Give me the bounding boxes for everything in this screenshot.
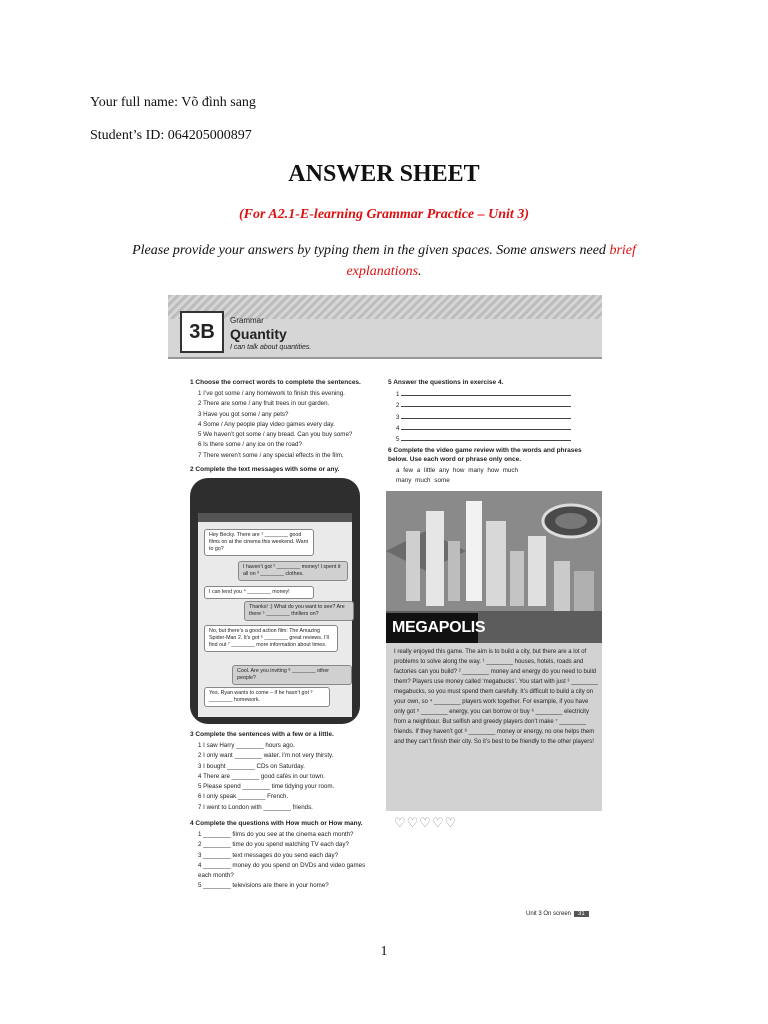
message-bubble: I can lend you ⁴ ________ money! — [204, 586, 314, 599]
ex3-item: 6 I only speak ________ French. — [198, 793, 289, 801]
ex4-item: 1 ________ films do you see at the cinema each month? — [198, 831, 354, 838]
ex4-item: 4 ________ money do you spend on DVDs and video games each month? — [198, 861, 366, 880]
student-id-line: Student’s ID: 064205000897 — [90, 128, 252, 143]
ex3-item: 1 I saw Harry ________ hours ago. — [198, 742, 295, 749]
message-bubble: No, but there’s a good action film: The Amazing Spider-Man 2. It’s got ⁶ ________ great reviews. I’ll find out ⁷ ________ more information about times. — [204, 625, 338, 652]
ex1-item: 7 There weren’t some / any special effects in the film. — [198, 451, 344, 459]
student-name-line: Your full name: Võ đình sang — [90, 95, 256, 110]
ex3-item: 5 Please spend ________ time tidying your room. — [198, 783, 335, 791]
ex1-list — [198, 389, 352, 461]
ex1-heading: 1 Choose the correct words to complete the sentences. — [190, 379, 361, 386]
ex1-item: 6 Is there some / any ice on the road? — [198, 441, 302, 449]
game-title-label: MEGAPOLIS — [386, 613, 478, 643]
ex3-item: 4 There are ________ good cafés in our town. — [198, 772, 325, 780]
message-bubble: Cool. Are you inviting ⁸ ________ other people? — [232, 665, 352, 685]
ex3-item: 7 I went to London with ________ friends. — [198, 803, 313, 811]
ex1-item: 1 I’ve got some / any homework to finish this evening. — [198, 390, 345, 397]
ex4-item: 2 ________ time do you spend watching TV each day? — [198, 841, 349, 849]
game-review-text: I really enjoyed this game. The aim is to build a city, but there are a lot of problems to solve along the way. ¹ ________ houses, hotels, roads and factories can you build? ² ________ money and energy do you need to build them? Players use money called ‘megabucks’. You start with just ³ ________ megabucks, so you must spend them carefully. It’s difficult to build a city on your own, so ⁴ ________ players work together. For example, if you have only got ⁵ ________ energy, you can borrow or buy ⁶ ________ electricity from a neighbour. But selfish and greedy players don’t make ⁷ ________ friends. If they haven’t got ⁸ ________ money or energy, no one helps them and they can’t finish their city. So it’s best to be friendly to the other players! — [394, 649, 598, 745]
ex1-item: 5 We haven’t got some / any bread. Can you buy some? — [198, 431, 353, 439]
ex1-item: 3 Have you got some / any pets? — [198, 410, 289, 418]
rating-hearts-icon: ♡♡♡♡♡ — [394, 815, 458, 830]
ex3-item: 3 I bought ________ CDs on Saturday. — [198, 762, 305, 770]
section-label: Grammar — [230, 316, 264, 325]
ex5-item: 2 — [396, 400, 571, 411]
page-subtitle: (For A2.1-E-learning Grammar Practice – Unit 3) — [239, 207, 529, 222]
phone-illustration — [190, 478, 360, 724]
ex1-item: 4 Some / Any people play video games every day. — [198, 420, 335, 428]
unit-badge: 3B — [180, 311, 224, 353]
message-bubble: Thanks! :) What do you want to see? Are there ⁵ ________ thrillers on? — [244, 601, 354, 621]
ex5-item: 3 — [396, 412, 571, 423]
worksheet-image — [168, 295, 602, 923]
message-bubble: Hey Becky. There are ¹ ________ good films on at the cinema this weekend. Want to go? — [204, 529, 314, 556]
ex4-item: 3 ________ text messages do you send each day? — [198, 851, 339, 859]
ex3-list — [198, 741, 334, 813]
can-do-statement: I can talk about quantities. — [230, 344, 312, 351]
instructions — [108, 240, 660, 282]
ex1-item: 2 There are some / any fruit trees in our garden. — [198, 400, 330, 408]
instructions-end: . — [418, 264, 422, 279]
page-title: ANSWER SHEET — [288, 161, 480, 187]
page-number: 1 — [380, 944, 388, 959]
ex4-item: 5 ________ televisions are there in your home? — [198, 882, 329, 890]
ex5-item: 4 — [396, 423, 571, 434]
ex4-list — [198, 830, 378, 892]
ex3-heading: 3 Complete the sentences with a few or a little. — [190, 731, 334, 738]
phone-status-bar — [198, 513, 352, 522]
worksheet-banner — [168, 295, 602, 359]
ex6-words-line2: many much some — [396, 477, 450, 484]
instructions-text: Please provide your answers by typing them in the given spaces. Some answers need — [132, 243, 606, 258]
ex2-heading: 2 Complete the text messages with some or any. — [190, 466, 340, 473]
game-review-box — [386, 643, 602, 811]
ex3-item: 2 I only want ________ water. I’m not very thirsty. — [198, 752, 334, 760]
ex5-list — [396, 389, 571, 445]
message-bubble: Yes. Ryan wants to come – if he hasn’t got ⁹ ________ homework. — [204, 687, 330, 707]
phone-screen — [198, 513, 352, 717]
ex5-item: 1 — [396, 389, 571, 400]
message-bubble: I haven’t got ² ________ money! I spent it all on ³ ________ clothes. — [238, 561, 348, 581]
ex5-heading: 5 Answer the questions in exercise 4. — [388, 379, 504, 386]
ex4-heading: 4 Complete the questions with How much or How many. — [190, 820, 363, 827]
ex5-item: 5 — [396, 434, 571, 445]
ex6-heading: 6 Complete the video game review with the words and phrases below. Use each word or phrase only once. — [388, 447, 582, 463]
topic-title: Quantity — [230, 326, 287, 342]
ex6-words-line1: a few a little any how many how much — [396, 467, 519, 474]
worksheet-footer: Unit 3 On screen 31 — [526, 911, 589, 917]
instructions-highlight: brief explanations — [346, 243, 636, 279]
